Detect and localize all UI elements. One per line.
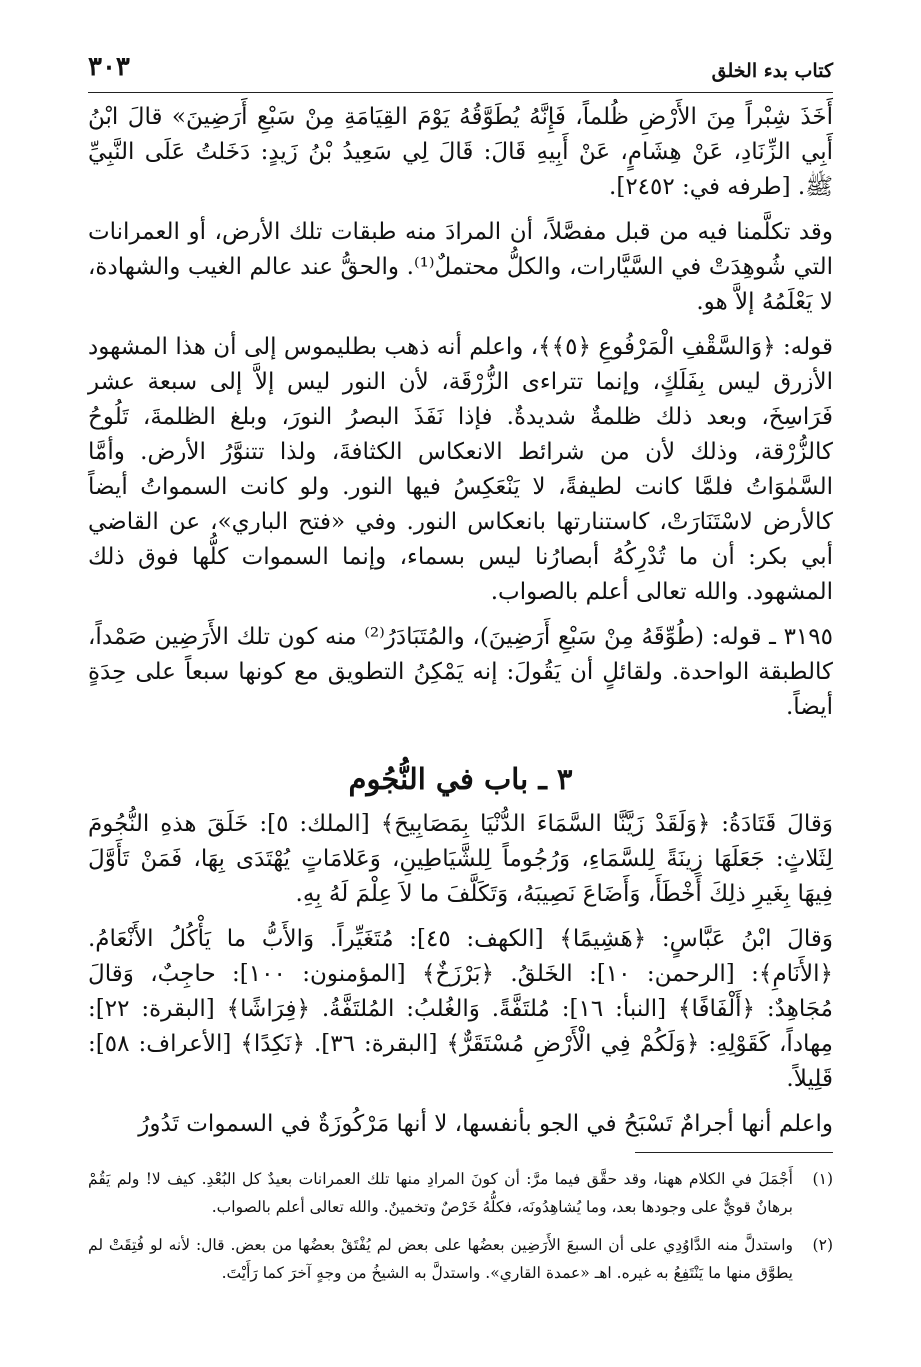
hadith-text: أَخَذَ شِبْراً مِنَ الأَرْضِ ظُلماً، فَإِنَّهُ يُطَوَّقُهُ يَوْمَ القِيَامَةِ مِنْ سَبْعِ أَرَضِينَ» قالَ ابْنُ أَبِي الزِّنَادِ، عَنْ هِشَامٍ، عَنْ أَبِيهِ قَالَ: قَالَ لِي سَعِيدُ بْنُ زَيدٍ: دَخَلتُ عَلَى النَّبِيِّ ﷺ. [طرفه في: ٢٤٥٢]. xyxy=(88,104,833,200)
footnote-text: واستدلَّ منه الدَّاوُدِي على أن السبعَ الأَرَضِين بعضُها على بعض لم يُفْتَقْ بعضُها من بعض. قال: لأنه لو فُتِقَتْ لم يطوَّق منها ما يَنْتَفِعُ به غيره. اهـ «عمدة القاري». واستدلَّ به الشيخُ من وجهٍ آخرَ كما رَأَيْتَ. xyxy=(88,1236,793,1282)
chapter-heading: ٣ ـ باب في النُّجُوم xyxy=(348,762,573,796)
main-text xyxy=(88,100,833,1152)
footnote-text: أَجْمَلَ في الكلام ههنا، وقد حقَّق فيما مرَّ: أن كونَ المرادِ منها تلك العمرانات بعيدٌ كل البُعْدِ. كيف لا! ولم يَقُمْ برهانٌ قويٌّ على وجودها بعد، وما يُشاهِدُونَه، فكلُّهُ خَرْصٌ وتخمينٌ. والله تعالى أعلم بالصواب. xyxy=(88,1170,793,1216)
commentary-paragraph: ٣١٩٥ ـ قوله: (طُوِّقَهُ مِنْ سَبْعِ أَرَضِينَ)، والمُتَبَادَرُ⁽²⁾ منه كون تلك الأَرَضِين صَمْداً، كالطبقة الواحدة. ولقائلٍ أن يَقُولَ: إنه يَمْكِنُ التطويق مع كونها سبعاً على حِدَةٍ أيضاً. xyxy=(88,624,833,720)
commentary-paragraph: وقد تكلَّمنا فيه من قبل مفصَّلاً، أن المرادَ منه طبقات تلك الأرض، أو العمرانات التي شُوهِدَتْ في السَّيَّارات، والكلُّ محتملٌ⁽¹⁾. والحقُّ عند عالم الغيب والشهادة، لا يَعْلَمُهُ إلاَّ هو. xyxy=(88,219,833,315)
footnote-divider xyxy=(635,1152,833,1153)
footnote xyxy=(88,1231,833,1287)
running-header xyxy=(88,40,833,93)
footnote-number: (٢) xyxy=(812,1236,833,1254)
commentary-paragraph: قوله: ﴿وَالسَّقْفِ الْمَرْفُوعِ ﴿٥﴾﴾، واعلم أنه ذهب بطليموس إلى أن هذا المشهود الأزرق ليس بِفَلَكٍ، وإنما تتراءى الزُّرْقَة، لأن النور ليس إلاَّ إلى سبعة عشر فَرَاسِخَ، وبعد ذلك ظلمةٌ شديدةٌ. فإذا نَفَذَ البصرُ النورَ، وبلغ الظلمةَ، تَلُوحُ كالزُّرْقة، وذلك لأن من شرائط الانعكاس الكثافةَ، ولذا تتنوَّرُ الأرض. وأمَّا السَّمٰوَاتُ فلمَّا كانت لطيفةً، لا يَنْعَكِسُ فيها النور. ولو كانت السمواتُ أيضاً كالأرض لاسْتَنَارَتْ، كاستنارتها بانعكاس النور. وفي «فتح الباري»، عن القاضي أبي بكر: أن ما تُدْرِكُهُ أبصارُنا ليس بسماء، وإنما السموات كلُّها فوق ذلك المشهود. والله تعالى أعلم بالصواب. xyxy=(88,334,833,605)
hadith-text: وَقالَ قَتَادَةُ: ﴿وَلَقَدْ زَيَّنَّا السَّمَاءَ الدُّنْيَا بِمَصَابِيحَ﴾ [الملك: ٥]: خَلَقَ هذهِ النُّجُومَ لِثَلاثٍ: جَعَلَهَا زِينَةً لِلسَّمَاءِ، وَرُجُوماً لِلشَّيَاطِينِ، وَعَلامَاتٍ يُهْتَدَى بِهَا، فَمَنْ تَأَوَّلَ فِيهَا بِغَيرِ ذلِكَ أَخْطَأَ، وَأَضَاعَ نَصِيبَهُ، وَتَكَلَّفَ ما لاَ عِلْمَ لَهُ بِهِ. xyxy=(88,811,833,907)
commentary-paragraph: واعلم أنها أجرامٌ تَسْبَحُ في الجو بأنفسها، لا أنها مَرْكُوزَةٌ في السموات تَدُورُ xyxy=(138,1111,833,1137)
page-number: ٣٠٣ xyxy=(88,52,130,82)
footnote xyxy=(88,1165,833,1221)
hadith-text: وَقالَ ابْنُ عَبَّاسٍ: ﴿هَشِيمًا﴾ [الكهف: ٤٥]: مُتَغَيِّراً. وَالأَبُّ ما يَأْكُلُ الأَنْعَامُ. ﴿الأَنَامِ﴾: [الرحمن: ١٠]: الخَلقُ. ﴿بَرْزَخٌ﴾ [المؤمنون: ١٠٠]: حاجِبٌ، وَقالَ مُجَاهِدٌ: ﴿أَلْفَافًا﴾ [النبأ: ١٦]: مُلتَفَّةً. وَالغُلبُ: المُلتَفَّةُ. ﴿فِرَاشًا﴾ [البقرة: ٢٢]: مِهاداً، كَقَوْلِهِ: ﴿وَلَكُمْ فِي الْأَرْضِ مُسْتَقَرٌّ﴾ [البقرة: ٣٦]. ﴿نَكِدًا﴾ [الأعراف: ٥٨]: قَلِيلاً. xyxy=(88,926,833,1092)
footnotes xyxy=(88,1152,833,1297)
footnote-number: (١) xyxy=(812,1170,833,1188)
book-title: كتاب بدء الخلق xyxy=(711,60,833,82)
